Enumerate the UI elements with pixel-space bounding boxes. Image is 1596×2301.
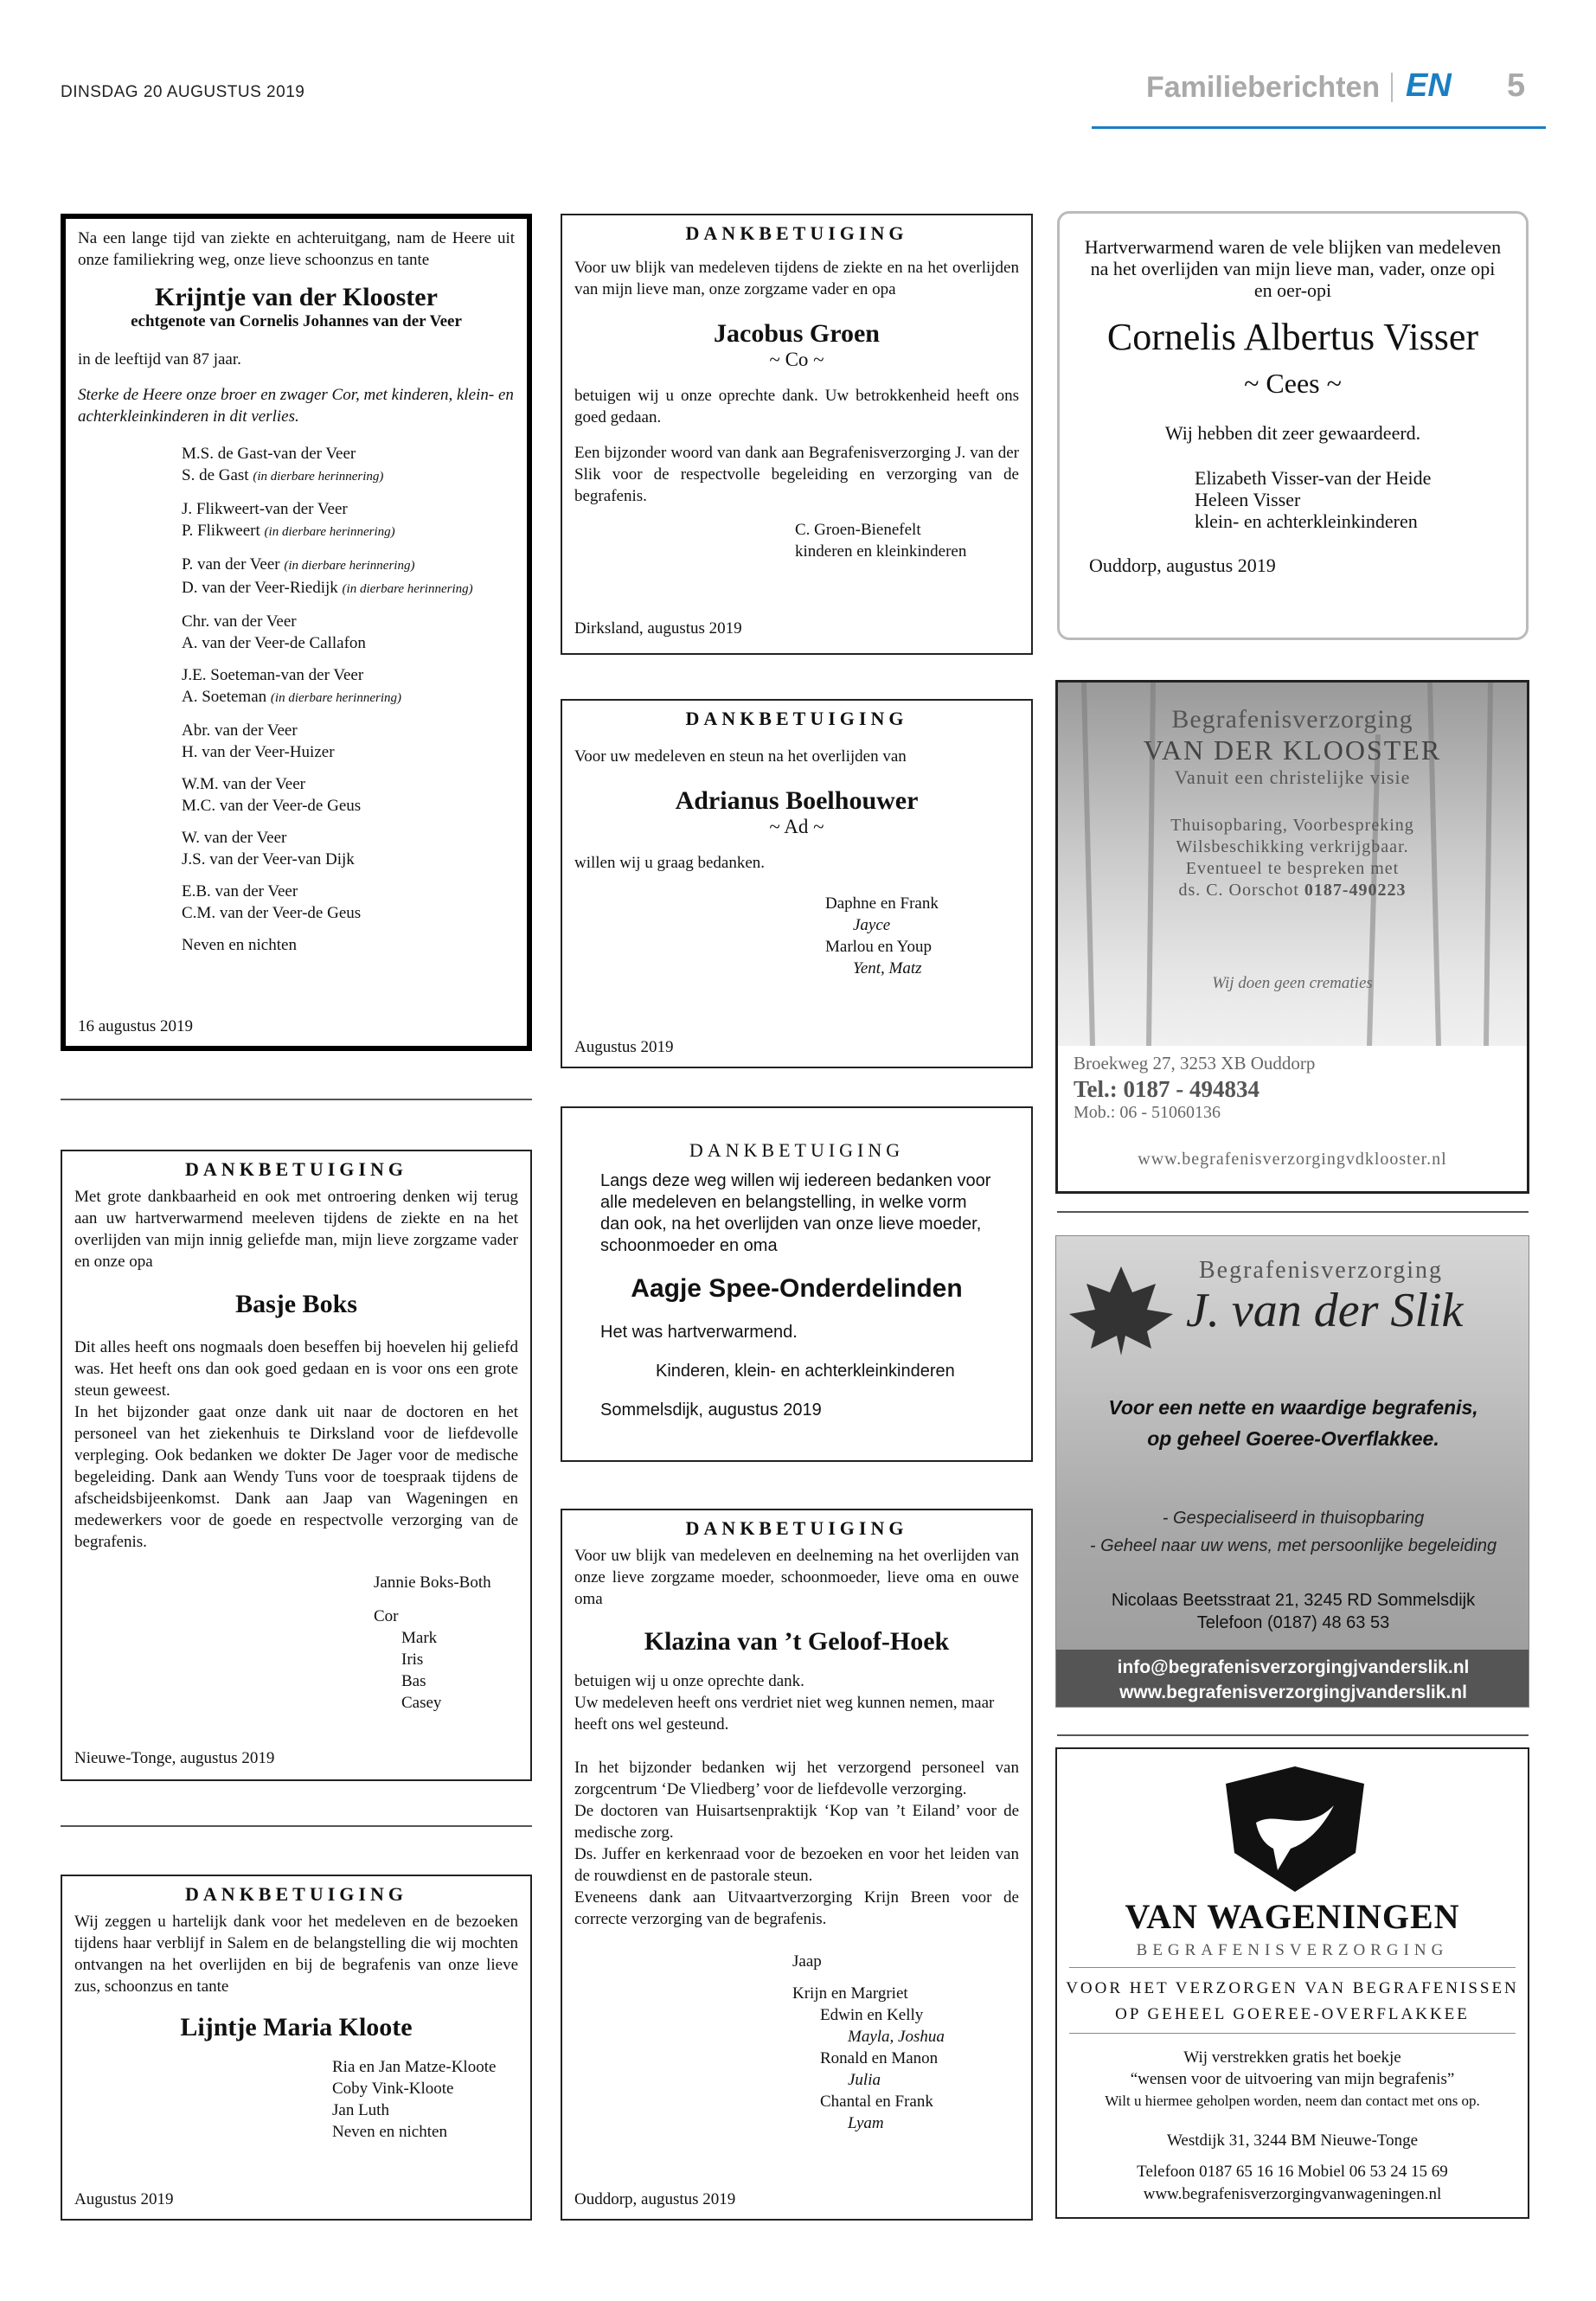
- company-address: Westdijk 31, 3244 BM Nieuwe-Tonge: [1166, 2131, 1419, 2150]
- notice-body: Dit alles heeft ons nogmaals doen beseffen bij hoevelen hij geliefd was. Het heeft ons dan ook goed gedaan en is voor ons een grote steun geweest.: [74, 1338, 518, 1400]
- notice-heading: DANKBETUIGING: [185, 1158, 407, 1180]
- family-entry: W. van der Veer J.S. van der Veer-van Dijk: [182, 829, 355, 868]
- deceased-name: Klazina van ’t Geloof-Hoek: [644, 1627, 950, 1656]
- signature: Cor: [374, 1607, 399, 1625]
- family-entry: Abr. van der Veer H. van der Veer-Huizer: [182, 721, 335, 761]
- child-name: Iris: [401, 1650, 424, 1669]
- notice-heading: DANKBETUIGING: [685, 708, 908, 729]
- service-line: - Geheel naar uw wens, met persoonlijke begeleiding: [1089, 1536, 1497, 1555]
- family-entry: Chr. van der Veer A. van der Veer-de Callafon: [182, 612, 366, 652]
- booklet-line: “wensen voor de uitvoering van mijn begrafenis”: [1130, 2070, 1455, 2088]
- notice-body: betuigen wij u onze oprechte dank.: [574, 1672, 804, 1690]
- deceased-nickname: ~ Co ~: [769, 349, 824, 370]
- notice-body: Uw medeleven heeft ons verdriet niet weg kunnen nemen, maar heeft ons wel gesteund.: [574, 1694, 995, 1734]
- notice-intro: Na een lange tijd van ziekte en achteruitgang, nam de Heere uit onze familiekring weg, onze lieve schoonzus en tante: [78, 229, 515, 269]
- signature: Ronald en Manon: [820, 2049, 939, 2067]
- signature: Krijn en Margriet: [792, 1984, 908, 2003]
- child-name: Bas: [401, 1672, 426, 1690]
- family-entry: M.S. de Gast-van der Veer S. de Gast (in dierbare herinnering): [182, 445, 384, 484]
- signature: kinderen en kleinkinderen: [795, 542, 967, 561]
- notice-subtitle: echtgenote van Cornelis Johannes van der Veer: [131, 312, 462, 330]
- signature: C. Groen-Bienefelt: [795, 521, 921, 539]
- signature: Yent, Matz: [853, 959, 922, 977]
- ad-vanwageningen: [1055, 1747, 1529, 2219]
- page-number: 5: [1507, 67, 1526, 104]
- notice-intro: Met grote dankbaarheid en ook met ontroering denken wij terug aan uw hartverwarmend meeleven tijdens de ziekte en na het overlijden van mijn innig geliefde man, mijn lieve zorgzame vader en onze opa: [74, 1188, 518, 1271]
- deceased-name: Krijntje van der Klooster: [155, 283, 438, 311]
- column-divider: [61, 1099, 532, 1100]
- notice-heading: DANKBETUIGING: [685, 1517, 908, 1539]
- notice-place: Dirksland, augustus 2019: [574, 619, 742, 638]
- maple-leaf-icon: [1065, 1262, 1177, 1357]
- company-subtitle: BEGRAFENISVERZORGING: [1136, 1941, 1449, 1959]
- dove-logo-icon: [1208, 1758, 1381, 1896]
- signature: Jan Luth: [332, 2101, 389, 2119]
- signature: Edwin en Kelly: [820, 2006, 924, 2024]
- notice-body: In het bijzonder gaat onze dank uit naar de doctoren en het personeel van het ziekenhuis te Dirksland voor de liefdevolle verpleging. Ook bedanken we dokter De Jager voor de medische begeleiding. Dank aan Wendy Tuns voor de toespraak tijdens de afscheidsbijeenkomst. Dank aan Jaap van Wageningen en medewerkers voor de goede en respectvolle verzorging van de begrafenis.: [74, 1403, 518, 1551]
- slogan-line: op geheel Goeree-Overflakkee.: [1147, 1427, 1439, 1450]
- service-line: Eventueel te bespreken met: [1185, 859, 1400, 878]
- deceased-name: Aagje Spee-Onderdelinden: [631, 1274, 963, 1303]
- notice-body: In het bijzonder bedanken wij het verzorgend personeel van zorgcentrum ‘De Vliedberg’ voor de liefdevolle verzorging.: [574, 1759, 1019, 1798]
- signature: Heleen Visser: [1195, 489, 1301, 510]
- booklet-line: Wij verstrekken gratis het boekje: [1183, 2048, 1401, 2067]
- family-entry: J. Flikweert-van der Veer P. Flikweert (in dierbare herinnering): [182, 500, 395, 540]
- signature: Jaap: [792, 1952, 822, 1971]
- notice-age: in de leeftijd van 87 jaar.: [78, 350, 241, 369]
- signature: Jayce: [853, 916, 891, 934]
- deceased-name: Adrianus Boelhouwer: [675, 786, 919, 815]
- family-entry: E.B. van der Veer C.M. van der Veer-de Geus: [182, 882, 362, 922]
- signature: Daphne en Frank: [825, 894, 939, 913]
- family-entry: W.M. van der Veer M.C. van der Veer-de Geus: [182, 775, 362, 815]
- notice-place: Sommelsdijk, augustus 2019: [600, 1400, 822, 1420]
- notice-body: De doctoren van Huisartsenpraktijk ‘Kop van ’t Eiland’ voor de medische zorg.: [574, 1802, 1019, 1842]
- ad-vanderslik: [1055, 1235, 1529, 1708]
- notice-heading: DANKBETUIGING: [685, 222, 908, 244]
- company-tagline: OP GEHEEL GOEREE-OVERFLAKKEE: [1115, 2005, 1470, 2023]
- notice-place: Nieuwe-Tonge, augustus 2019: [74, 1749, 275, 1767]
- column-divider: [1057, 1211, 1529, 1213]
- notice-body: Ds. Juffer en kerkenraad voor de bezoeken en voor het leiden van de rouwdienst en de pastorale steun.: [574, 1845, 1019, 1885]
- divider: [1069, 2033, 1516, 2034]
- notice-intro: Langs deze weg willen wij iedereen bedanken voor alle medeleven en belangstelling, in welke vorm dan ook, na het overlijden van onze lieve moeder, schoonmoeder en oma: [600, 1171, 991, 1255]
- company-name: J. van der Slik: [1186, 1284, 1464, 1337]
- company-website[interactable]: www.begrafenisverzorgingvdklooster.nl: [1138, 1150, 1447, 1169]
- notice-thanks: willen wij u graag bedanken.: [574, 854, 766, 872]
- company-title: Begrafenisverzorging: [1199, 1257, 1444, 1284]
- signature: Mayla, Joshua: [848, 2028, 945, 2046]
- header-divider: [1391, 73, 1393, 102]
- child-name: Casey: [401, 1694, 442, 1712]
- notice-krijntje: [61, 214, 532, 1051]
- section-title: Familieberichten: [1146, 71, 1381, 104]
- column-divider: [61, 1825, 532, 1827]
- notice-body: Eveneens dank aan Uitvaartverzorging Krijn Breen voor de correcte verzorging van de begrafenis.: [574, 1888, 1019, 1928]
- company-email[interactable]: info@begrafenisverzorgingjvanderslik.nl: [1117, 1657, 1470, 1677]
- notice-intro: Hartverwarmend waren de vele blijken van medeleven na het overlijden van mijn lieve man, vader, onze opi en oer-opi: [1084, 236, 1502, 301]
- column-divider: [1057, 1734, 1529, 1736]
- deceased-name: Jacobus Groen: [714, 319, 880, 348]
- company-name: VAN DER KLOOSTER: [1143, 734, 1442, 766]
- divider: [1069, 1967, 1516, 1968]
- family-entry: P. van der Veer (in dierbare herinnering) D. van der Veer-Riedijk (in dierbare herinnering): [182, 555, 473, 597]
- nephews-nieces: Neven en nichten: [182, 936, 297, 954]
- minister-name: ds. C. Oorschot: [1178, 881, 1299, 900]
- service-line: - Gespecialiseerd in thuisopbaring: [1162, 1509, 1425, 1528]
- booklet-line: Wilt u hiermee geholpen worden, neem dan contact met ons op.: [1105, 2093, 1480, 2109]
- company-title: Begrafenisverzorging: [1171, 705, 1413, 734]
- notice-intro: Voor uw medeleven en steun na het overlijden van: [574, 747, 907, 766]
- issue-date: DINSDAG 20 AUGUSTUS 2019: [61, 83, 305, 101]
- notice-date: 16 augustus 2019: [78, 1017, 193, 1035]
- company-website[interactable]: www.begrafenisverzorgingvanwageningen.nl: [1143, 2185, 1442, 2203]
- notice-jacobus-groen: [561, 214, 1033, 655]
- notice-special: Een bijzonder woord van dank aan Begrafenisverzorging J. van der Slik voor de respectvolle begeleiding en verzorging van de begrafenis.: [574, 444, 1019, 505]
- notice-cornelis-visser: [1057, 211, 1529, 640]
- notice-place: Augustus 2019: [74, 2190, 174, 2208]
- notice-intro: Voor uw blijk van medeleven tijdens de ziekte en na het overlijden van mijn lieve man, onze zorgzame vader en opa: [574, 259, 1019, 298]
- notice-klazina: [561, 1509, 1033, 2221]
- child-name: Mark: [401, 1629, 438, 1647]
- notice-lijntje: [61, 1875, 532, 2221]
- notice-thanks: Wij hebben dit zeer gewaardeerd.: [1164, 422, 1421, 444]
- company-tagline: VOOR HET VERZORGEN VAN BEGRAFENISSEN: [1066, 1979, 1519, 1997]
- service-line: Wilsbeschikking verkrijgbaar.: [1176, 837, 1409, 856]
- company-phone: Telefoon (0187) 48 63 53: [1196, 1613, 1390, 1632]
- notice-thanks: betuigen wij u onze oprechte dank. Uw betrokkenheid heeft ons goed gedaan.: [574, 387, 1019, 426]
- minister-phone: 0187-490223: [1304, 881, 1407, 900]
- deceased-nickname: ~ Ad ~: [769, 816, 824, 837]
- deceased-name: Lijntje Maria Kloote: [180, 2013, 413, 2041]
- signature: Chantal en Frank: [820, 2093, 933, 2111]
- newspaper-logo: EN: [1406, 67, 1452, 104]
- service-line: Thuisopbaring, Voorbespreking: [1170, 816, 1414, 835]
- cremation-note: Wij doen geen crematies: [1212, 974, 1373, 992]
- header-rule: [1092, 126, 1546, 129]
- company-website[interactable]: www.begrafenisverzorgingjvanderslik.nl: [1119, 1682, 1467, 1702]
- signature: Coby Vink-Kloote: [332, 2080, 454, 2098]
- company-address: Broekweg 27, 3253 XB Ouddorp: [1074, 1053, 1316, 1074]
- company-address: Nicolaas Beetsstraat 21, 3245 RD Sommelsdijk: [1111, 1591, 1476, 1610]
- notice-intro: Wij zeggen u hartelijk dank voor het medeleven en de bezoeken tijdens haar verblijf in Salem en de belangstelling die wij mochten ontvangen na het overlijden en bij de begrafenis van onze lieve zus, schoonzus en tante: [74, 1913, 518, 1996]
- notice-adrianus: [561, 699, 1033, 1068]
- notice-heading: DANKBETUIGING: [185, 1883, 407, 1905]
- deceased-nickname: ~ Cees ~: [1244, 368, 1342, 399]
- company-mobile: Mob.: 06 - 51060136: [1074, 1103, 1221, 1122]
- notice-heading: DANKBETUIGING: [689, 1139, 905, 1161]
- signature: Lyam: [848, 2114, 884, 2132]
- notice-intro: Voor uw blijk van medeleven en deelneming na het overlijden van onze lieve zorgzame moeder, schoonmoeder, lieve oma en ouwe oma: [574, 1547, 1019, 1608]
- signature: Kinderen, klein- en achterkleinkinderen: [656, 1362, 955, 1381]
- notice-place: Augustus 2019: [574, 1038, 674, 1056]
- family-list: [182, 443, 515, 956]
- notice-basje-boks: [61, 1150, 532, 1781]
- company-tagline: Vanuit een christelijke visie: [1174, 766, 1411, 788]
- company-phone: Tel.: 0187 - 494834: [1074, 1076, 1259, 1102]
- company-name: VAN WAGENINGEN: [1125, 1897, 1460, 1936]
- signature: klein- en achterkleinkinderen: [1195, 510, 1418, 532]
- notice-place: Ouddorp, augustus 2019: [1089, 554, 1276, 576]
- family-entry: J.E. Soeteman-van der Veer A. Soeteman (in dierbare herinnering): [182, 666, 401, 706]
- signature: Elizabeth Visser-van der Heide: [1195, 467, 1432, 489]
- notice-thanks: Het was hartverwarmend.: [600, 1323, 798, 1342]
- slogan-line: Voor een nette en waardige begrafenis,: [1108, 1396, 1478, 1419]
- signature: Jannie Boks-Both: [374, 1574, 491, 1592]
- signature: Neven en nichten: [332, 2123, 447, 2141]
- ad-vanderklooster: [1055, 680, 1529, 1194]
- company-phone: Telefoon 0187 65 16 16 Mobiel 06 53 24 15 69: [1137, 2163, 1448, 2181]
- notice-quote: Sterke de Heere onze broer en zwager Cor, met kinderen, klein- en achterkleinkinderen in dit verlies.: [78, 386, 514, 426]
- deceased-name: Cornelis Albertus Visser: [1106, 316, 1479, 358]
- notice-aagje: [561, 1106, 1033, 1462]
- notice-place: Ouddorp, augustus 2019: [574, 2190, 736, 2208]
- deceased-name: Basje Boks: [235, 1290, 357, 1318]
- signature: Ria en Jan Matze-Kloote: [332, 2058, 497, 2076]
- signature: Marlou en Youp: [825, 938, 932, 956]
- signature: Julia: [848, 2071, 881, 2089]
